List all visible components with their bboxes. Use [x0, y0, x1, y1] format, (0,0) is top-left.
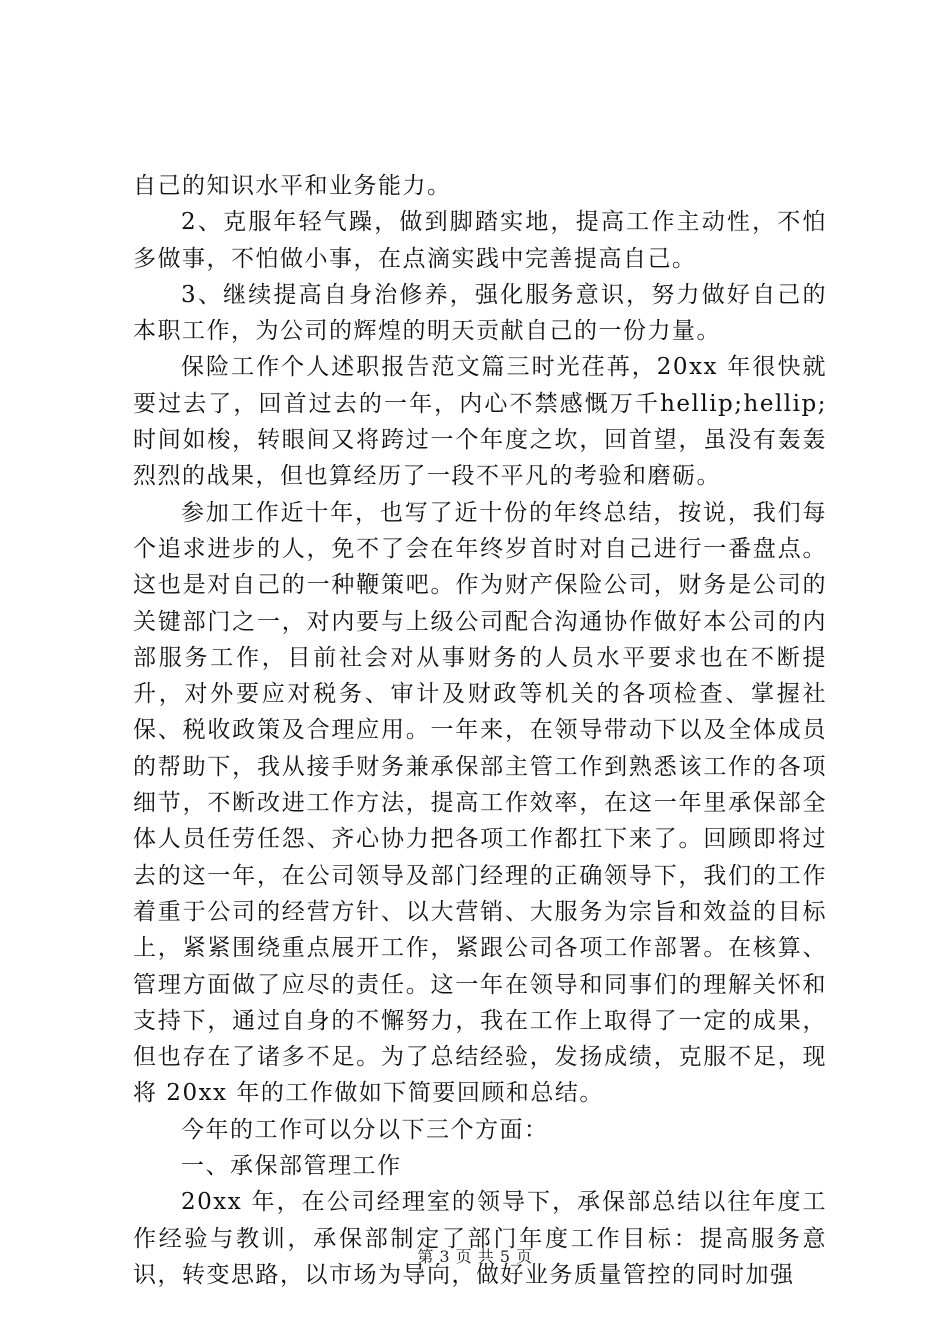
paragraph-underwriting-goals: 20xx 年，在公司经理室的领导下，承保部总结以往年度工作经验与教训，承保部制定了部门年度工作目标：提高服务意识，转变思路，以市场为导向，做好业务质量管控的同时加强 — [133, 1189, 827, 1288]
paragraph-continuation: 自己的知识水平和业务能力。 — [133, 173, 452, 199]
document-body — [133, 168, 827, 1293]
paragraph-item-2: 2、克服年轻气躁，做到脚踏实地，提高工作主动性，不怕多做事，不怕做小事，在点滴实践中完善提高自己。 — [133, 209, 827, 272]
section-heading-underwriting: 一、承保部管理工作 — [181, 1153, 402, 1180]
page-number-footer: 第 3 页 共 5 页 — [417, 1247, 533, 1266]
paragraph-report-intro: 保险工作个人述职报告范文篇三时光荏苒，20xx 年很快就要过去了，回首过去的一年，内心不禁感慨万千hellip;hellip;时间如梭，转眼间又将跨过一个年度之坎，回首望，虽没有轰轰烈烈的战果，但也算经历了一段不平凡的考验和磨砺。 — [133, 354, 827, 490]
paragraph-three-aspects: 今年的工作可以分以下三个方面： — [181, 1116, 549, 1143]
paragraph-work-summary: 参加工作近十年，也写了近十份的年终总结，按说，我们每个追求进步的人，免不了会在年终岁首时对自己进行一番盘点。这也是对自己的一种鞭策吧。作为财产保险公司，财务是公司的关键部门之一，对内要与上级公司配合沟通协作做好本公司的内部服务工作，目前社会对从事财务的人员水平要求也在不断提升，对外要应对税务、审计及财政等机关的各项检查、掌握社保、税收政策及合理应用。一年来，在领导带动下以及全体成员的帮助下，我从接手财务兼承保部主管工作到熟悉该工作的各项细节，不断改进工作方法，提高工作效率，在这一年里承保部全体人员任劳任怨、齐心协力把各项工作都扛下来了。回顾即将过去的这一年，在公司领导及部门经理的正确领导下，我们的工作着重于公司的经营方针、以大营销、大服务为宗旨和效益的目标上，紧紧围绕重点展开工作，紧跟公司各项工作部署。在核算、管理方面做了应尽的责任。这一年在领导和同事们的理解关怀和支持下，通过自身的不懈努力，我在工作上取得了一定的成果，但也存在了诸多不足。为了总结经验，发扬成绩，克服不足，现将 20xx 年的工作做如下简要回顾和总结。 — [133, 499, 827, 1107]
paragraph-item-3: 3、继续提高自身治修养，强化服务意识，努力做好自己的本职工作，为公司的辉煌的明天贡献自己的一份力量。 — [133, 281, 827, 345]
